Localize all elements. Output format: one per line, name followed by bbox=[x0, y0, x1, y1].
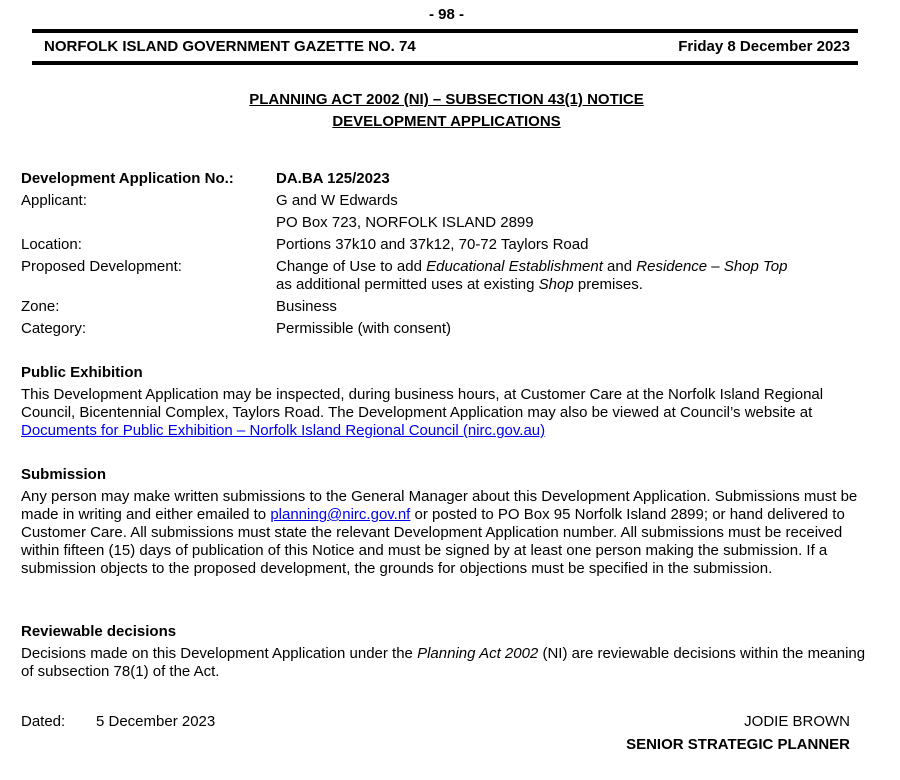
applicant-label: Applicant: bbox=[21, 192, 87, 209]
reviewable-body-2: (NI) are reviewable decisions within the meaning of subsection 78(1) of the Act. bbox=[21, 645, 866, 680]
reviewable-act-name: Planning Act 2002 bbox=[417, 645, 539, 662]
category-row bbox=[21, 320, 861, 338]
signer-name: JODIE BROWN bbox=[744, 713, 850, 730]
public-exhibition-title: Public Exhibition bbox=[21, 364, 143, 381]
dated-value: 5 December 2023 bbox=[96, 713, 216, 730]
proposed-development-row bbox=[21, 258, 861, 294]
proposed-text-2: and bbox=[602, 258, 637, 275]
category-value: Permissible (with consent) bbox=[276, 320, 452, 337]
applicant-name: G and W Edwards bbox=[276, 192, 398, 209]
public-exhibition-section bbox=[21, 364, 866, 440]
location-row bbox=[21, 236, 861, 254]
proposed-text-1: Change of Use to add bbox=[276, 258, 427, 275]
public-exhibition-body: This Development Application may be inspected, during business hours, at Customer Care at the Norfolk Island Regional Council, Bicentennial Complex, Taylors Road. The Development Application may also be viewed at Council’s website at bbox=[21, 386, 824, 421]
applicant-row bbox=[21, 192, 861, 232]
signer-title: SENIOR STRATEGIC PLANNER bbox=[626, 736, 850, 753]
category-label: Category: bbox=[21, 320, 87, 337]
public-exhibition-link[interactable]: Documents for Public Exhibition – Norfolk Island Regional Council (nirc.gov.au) bbox=[21, 422, 546, 439]
proposed-text-4: premises. bbox=[573, 276, 643, 293]
gazette-title: NORFOLK ISLAND GOVERNMENT GAZETTE NO. 74 bbox=[44, 38, 416, 55]
gazette-date: Friday 8 December 2023 bbox=[678, 38, 850, 55]
proposed-development-value bbox=[276, 258, 806, 294]
zone-row bbox=[21, 298, 861, 316]
proposed-italic-1: Educational Establishment bbox=[426, 258, 603, 275]
proposed-text-3: as additional permitted uses at existing bbox=[276, 276, 539, 293]
zone-value: Business bbox=[276, 298, 337, 315]
page-number: - 98 - bbox=[428, 6, 464, 23]
submission-body-2: or posted to PO Box 95 Norfolk Island 2899; or hand delivered to Customer Care. All submissions must state the relevant Development Application number. All submissions must be received within fifteen (15) days of publication of this Notice and must be signed by at least one person making the submission. If a submission objects to the proposed development, the grounds for objections must be specified in the submission. bbox=[21, 506, 845, 577]
public-exhibition-text bbox=[21, 386, 866, 440]
submission-title: Submission bbox=[21, 466, 107, 483]
proposed-italic-2: Residence – Shop Top bbox=[636, 258, 788, 275]
notice-subheading: DEVELOPMENT APPLICATIONS bbox=[332, 113, 561, 130]
header-rule-top bbox=[32, 29, 858, 33]
submission-section bbox=[21, 466, 866, 578]
submission-text bbox=[21, 488, 866, 578]
reviewable-decisions-text bbox=[21, 645, 866, 681]
zone-label: Zone: bbox=[21, 298, 60, 315]
notice-heading: PLANNING ACT 2002 (NI) – SUBSECTION 43(1) NOTICE bbox=[249, 91, 644, 108]
submission-body-1: Any person may make written submissions to the General Manager about this Development Application. Submissions must be made in writing and either emailed to bbox=[21, 488, 858, 523]
reviewable-body-1: Decisions made on this Development Application under the bbox=[21, 645, 418, 662]
location-label: Location: bbox=[21, 236, 82, 253]
proposed-development-label: Proposed Development: bbox=[21, 258, 182, 275]
dated-label: Dated: bbox=[21, 713, 66, 730]
dated-line bbox=[21, 713, 215, 731]
applicant-value bbox=[276, 192, 861, 232]
application-details bbox=[21, 170, 861, 342]
proposed-italic-3: Shop bbox=[538, 276, 574, 293]
reviewable-decisions-section bbox=[21, 623, 866, 681]
da-number-value: DA.BA 125/2023 bbox=[276, 170, 390, 187]
header-rule-bottom bbox=[32, 61, 858, 65]
applicant-address: PO Box 723, NORFOLK ISLAND 2899 bbox=[276, 214, 534, 231]
location-value: Portions 37k10 and 37k12, 70-72 Taylors Road bbox=[276, 236, 589, 253]
reviewable-decisions-title: Reviewable decisions bbox=[21, 623, 177, 640]
submission-email-link[interactable]: planning@nirc.gov.nf bbox=[270, 506, 411, 523]
da-number-row bbox=[21, 170, 861, 188]
da-number-label: Development Application No.: bbox=[21, 170, 234, 187]
